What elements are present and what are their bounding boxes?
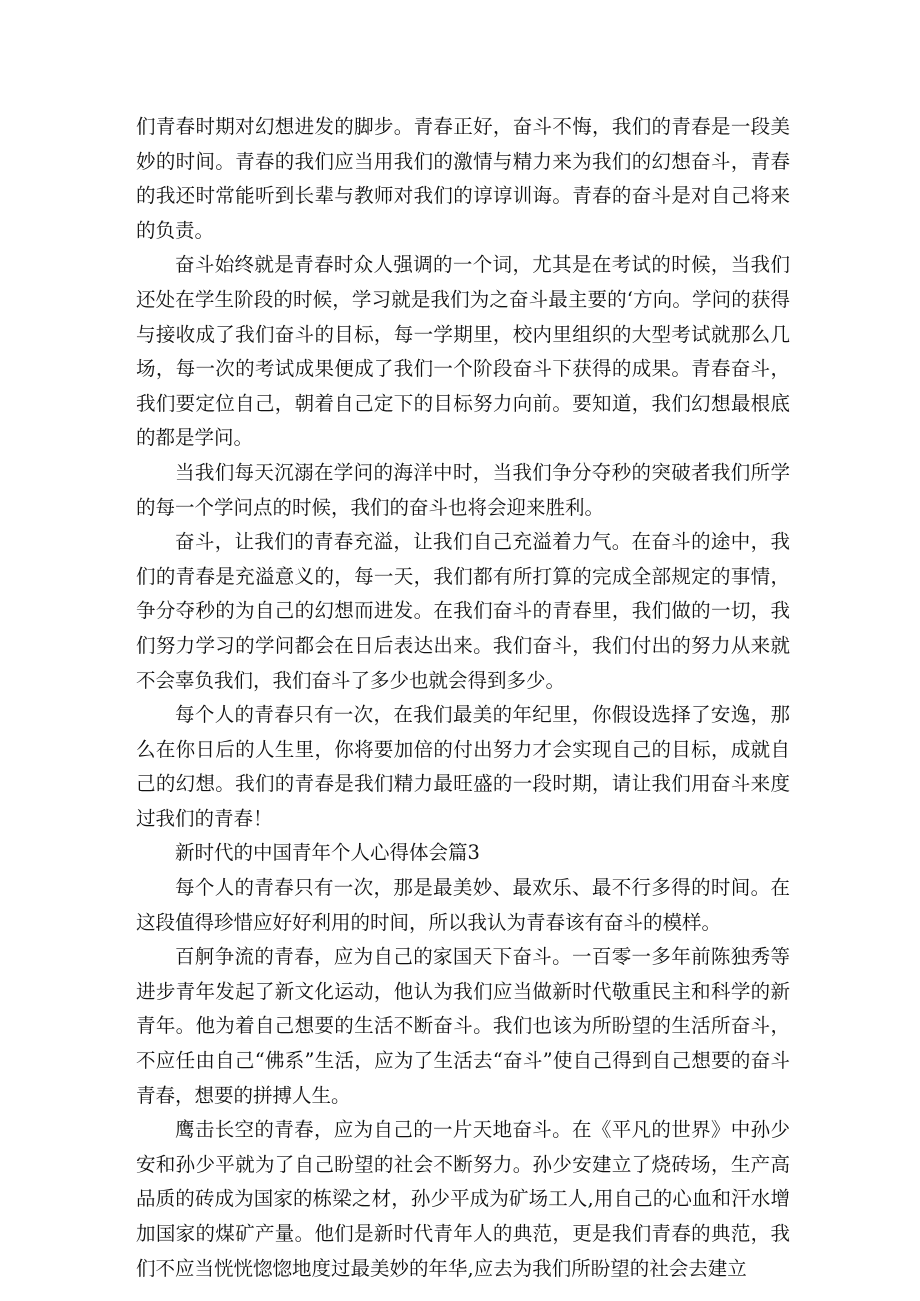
paragraph-continuation: 们青春时期对幻想进发的脚步。青春正好，奋斗不悔，我们的青春是一段美妙的时间。青春的我们应当用我们的激情与精力来为我们的幻想奋斗，青春的我还时常能听到长辈与教师对我们的谆谆训诲。青春的奋斗是对自己将来的负责。: [136, 115, 790, 242]
paragraph: 奋斗始终就是青春时众人强调的一个词，尤其是在考试的时候，当我们还处在学生阶段的时候，学习就是我们为之奋斗最主要的‘方向。学问的获得与接收成了我们奋斗的目标，每一学期里，校内里组织的大型考试就那么几场，每一次的考试成果便成了我们一个阶段奋斗下获得的成果。青春奋斗，我们要定位自己，朝着自己定下的目标努力向前。要知道，我们幻想最根底的都是学问。: [136, 253, 790, 450]
section-heading: 新时代的中国青年个人心得体会篇3: [175, 841, 480, 865]
paragraph: 每个人的青春只有一次，在我们最美的年纪里，你假设选择了安逸，那么在你日后的人生里，你将要加倍的付出努力才会实现自己的目标，成就自己的幻想。我们的青春是我们精力最旺盛的一段时期，请让我们用奋斗来度过我们的青春！: [136, 703, 790, 830]
paragraph: 鹰击长空的青春，应为自己的一片天地奋斗。在《平凡的世界》中孙少安和孙少平就为了自己盼望的社会不断努力。孙少安建立了烧砖场，生产高品质的砖成为国家的栋梁之材，孙少平成为矿场工人,用自己的心血和汗水增加国家的煤矿产量。他们是新时代青年人的典范，更是我们青春的典范，我们不应当恍恍惚惚地度过最美妙的年华,应去为我们所盼望的社会去建立: [136, 1118, 790, 1280]
paragraph: 当我们每天沉溺在学问的海洋中时，当我们争分夺秒的突破者我们所学的每一个学问点的时候，我们的奋斗也将会迎来胜利。: [136, 460, 790, 519]
document-page: [136, 110, 790, 1286]
paragraph: 每个人的青春只有一次，那是最美妙、最欢乐、最不行多得的时间。在这段值得珍惜应好好利用的时间，所以我认为青春该有奋斗的模样。: [136, 876, 790, 934]
paragraph: 百舸争流的青春，应为自己的家国天下奋斗。一百零一多年前陈独秀等进步青年发起了新文化运动，他认为我们应当做新时代敬重民主和科学的新青年。他为着自己想要的生活不断奋斗。我们也该为所盼望的生活所奋斗，不应任由自己“佛系”生活，应为了生活去“奋斗”使自己得到自己想要的奋斗青春，想要的拼搏人生。: [136, 945, 790, 1107]
paragraph: 奋斗，让我们的青春充溢，让我们自己充溢着力气。在奋斗的途中，我们的青春是充溢意义的，每一天，我们都有所打算的完成全部规定的事情，争分夺秒的为自己的幻想而进发。在我们奋斗的青春里，我们做的一切，我们努力学习的学问都会在日后表达出来。我们奋斗，我们付出的努力从来就不会辜负我们，我们奋斗了多少也就会得到多少。: [136, 530, 790, 692]
